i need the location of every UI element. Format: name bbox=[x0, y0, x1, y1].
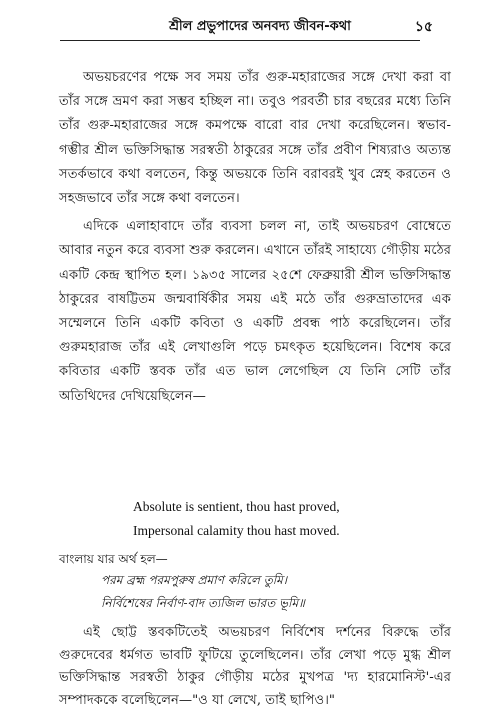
running-header bbox=[0, 18, 477, 44]
english-verse-line-2: Impersonal calamity thou hast moved. bbox=[133, 523, 340, 538]
translation-label: বাংলায় যার অর্থ হল— bbox=[59, 552, 168, 566]
running-title: শ্রীল প্রভুপাদের অনবদ্য জীবন-কথা bbox=[169, 19, 351, 34]
page-number: ১৫ bbox=[414, 19, 433, 35]
bengali-verse bbox=[101, 569, 305, 615]
bengali-verse-line-2: নির্বিশেষের নির্বাণ-বাদ ত্যজিল ভারত ভূমি॥ bbox=[101, 596, 305, 610]
header-divider bbox=[60, 40, 420, 41]
english-verse bbox=[133, 495, 453, 543]
english-verse-line-1: Absolute is sentient, thou hast proved, bbox=[133, 499, 340, 514]
paragraph-3: এই ছোট্ট স্তবকটিতেই অভয়চরণ নির্বিশেষ দর্শনের বিরুদ্ধে তাঁর গুরুদেবের ধর্মগত ভাবটি ফুটিয়ে তুলেছিলেন। তাঁর লেখা পড়ে মুগ্ধ শ্রীল ভক্তিসিদ্ধান্ত সরস্বতী ঠাকুর গৌড়ীয় মঠের মুখপত্র 'দ্য হারমোনিস্ট'-এর সম্পাদককে বলেছিলেন—"ও যা লেখে, তাই ছাপিও।" bbox=[59, 625, 451, 708]
paragraph-1: অভয়চরণের পক্ষে সব সময় তাঁর গুরু-মহারাজের সঙ্গে দেখা করা বা তাঁর সঙ্গে ভ্রমণ করা সম্ভব হচ্ছিল না। তবুও পরবর্তী চার বছরের মধ্যে তিনি তাঁর গুরু-মহারাজের সঙ্গে কমপক্ষে বারো বার দেখা করেছিলেন। স্বভাব-গম্ভীর শ্রীল ভক্তিসিদ্ধান্ত সরস্বতী ঠাকুরের সঙ্গে তাঁর প্রবীণ শিষ্যরাও অত্যন্ত সতর্কভাবে কথা বলতেন, কিন্তু অভয়কে তিনি বরাবরই খুব স্নেহ করতেন ও সহজভাবে তাঁর সঙ্গে কথা বলতেন। bbox=[59, 70, 451, 207]
paragraph-2: এদিকে এলাহাবাদে তাঁর ব্যবসা চলল না, তাই অভয়চরণ বোম্বেতে আবার নতুন করে ব্যবসা শুরু করলেন। এখানে তাঁরই সাহায্যে গৌড়ীয় মঠের একটি কেন্দ্র স্থাপিত হল। ১৯৩৫ সালের ২৫শে ফেব্রুয়ারী শ্রীল ভক্তিসিদ্ধান্ত ঠাকুরের বাষট্টিতম জন্মবার্ষিকীর সময় এই মঠে তাঁর গুরুভ্রাতাদের এক সম্মেলনে তিনি একটি কবিতা ও একটি প্রবন্ধ পাঠ করেছিলেন। তাঁর গুরুমহারাজ তাঁর এই লেখাগুলি পড়ে চমৎকৃত হয়েছিলেন। বিশেষ করে কবিতার একটি স্তবক তাঁর এত ভাল লেগেছিল যে তিনি সেটি তাঁর অতিথিদের দেখিয়েছিলেন— bbox=[59, 219, 451, 404]
bengali-verse-line-1: পরম ব্রহ্ম পরমপুরুষ প্রমাণ করিলে তুমি। bbox=[101, 573, 288, 587]
body-text bbox=[59, 66, 451, 409]
closing-text bbox=[59, 622, 451, 712]
